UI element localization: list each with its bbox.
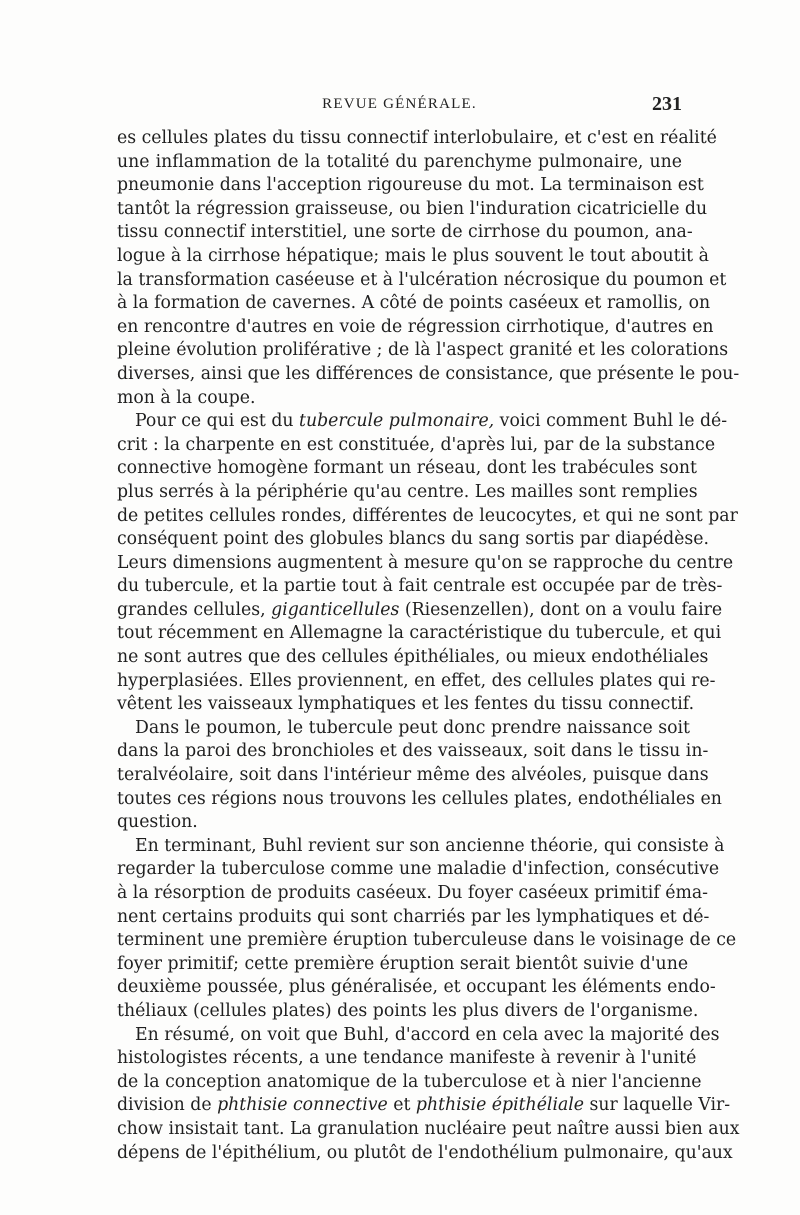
text-line: regarder la tuberculose comme une maladie d'infection, consécutive	[117, 859, 720, 880]
text-segment: voici comment Buhl le dé-	[494, 411, 728, 432]
running-head	[117, 93, 682, 120]
text-line: de petites cellules rondes, différentes de leucocytes, et qui ne sont par	[117, 505, 738, 526]
text-line: mon à la coupe.	[117, 387, 256, 408]
text-segment: division de	[117, 1095, 218, 1116]
paragraph	[117, 410, 738, 717]
text-line: dépens de l'épithélium, ou plutôt de l'endothélium pulmonaire, qu'aux	[117, 1142, 733, 1163]
page-number: 231	[652, 93, 682, 115]
paragraph	[117, 835, 737, 1024]
text-segment: sur laquelle Vir-	[584, 1095, 731, 1116]
text-line: foyer primitif; cette première éruption serait bientôt suivie d'une	[117, 953, 689, 974]
paragraph	[117, 717, 722, 835]
text-segment: Pour ce qui est du	[135, 411, 300, 432]
body-text	[117, 127, 740, 1165]
text-line: terminent une première éruption tuberculeuse dans le voisinage de ce	[117, 930, 737, 951]
text-line: En résumé, on voit que Buhl, d'accord en cela avec la majorité des	[135, 1024, 720, 1045]
text-line: histologistes récents, a une tendance manifeste à revenir à l'unité	[117, 1048, 697, 1069]
text-line: tout récemment en Allemagne la caractéristique du tubercule, et qui	[117, 623, 722, 644]
text-line: vêtent les vaisseaux lymphatiques et les fentes du tissu connectif.	[117, 694, 695, 715]
text-line: En terminant, Buhl revient sur son ancienne théorie, qui consiste à	[135, 835, 725, 856]
text-line: question.	[117, 812, 198, 833]
text-line: ne sont autres que des cellules épithéliales, ou mieux endothéliales	[117, 647, 709, 668]
italic-term: phthisie connective	[217, 1095, 388, 1116]
text-line: une inflammation de la totalité du parenchyme pulmonaire, une	[117, 151, 682, 172]
text-line: connective homogène formant un réseau, dont les trabécules sont	[117, 458, 697, 479]
text-line: teralvéolaire, soit dans l'intérieur même des alvéoles, puisque dans	[117, 765, 709, 786]
text-line: dans la paroi des bronchioles et des vaisseaux, soit dans le tissu in-	[117, 741, 709, 762]
text-line: conséquent point des globules blancs du sang sortis par diapédèse.	[117, 529, 709, 550]
text-line: Dans le poumon, le tubercule peut donc prendre naissance soit	[135, 717, 690, 738]
text-line: plus serrés à la périphérie qu'au centre. Les mailles sont remplies	[117, 481, 698, 502]
text-segment: (Riesenzellen), dont on a voulu faire	[399, 599, 723, 620]
text-line: à la résorption de produits caséeux. Du foyer caséeux primitif éma-	[117, 883, 708, 903]
italic-term: tubercule pulmonaire,	[299, 411, 495, 432]
text-line: nent certains produits qui sont charriés par les lymphatiques et dé-	[117, 906, 710, 927]
italic-term: phthisie épithéliale	[415, 1095, 585, 1116]
text-line: Leurs dimensions augmentent à mesure qu'on se rapproche du centre	[117, 552, 734, 573]
text-line: hyperplasiées. Elles proviennent, en effet, des cellules plates qui re-	[117, 670, 716, 691]
text-line: toutes ces régions nous trouvons les cellules plates, endothéliales en	[117, 788, 722, 809]
text-line: chow insistait tant. La granulation nucléaire peut naître aussi bien aux	[117, 1118, 740, 1139]
text-line	[117, 599, 723, 623]
paragraph	[117, 127, 740, 410]
text-line: en rencontre d'autres en voie de régression cirrhotique, d'autres en	[117, 316, 714, 337]
text-line: tissu connectif interstitiel, une sorte de cirrhose du poumon, ana-	[117, 222, 693, 243]
paragraph	[117, 1024, 740, 1166]
text-line: de la conception anatomique de la tuberculose et à nier l'ancienne	[117, 1071, 702, 1092]
text-line	[117, 1094, 731, 1118]
text-line: es cellules plates du tissu connectif interlobulaire, et c'est en réalité	[117, 128, 717, 148]
italic-term: giganticellules	[271, 599, 400, 620]
text-line: pleine évolution proliférative ; de là l'aspect granité et les colorations	[117, 340, 729, 361]
text-line: diverses, ainsi que les différences de consistance, que présente le pou-	[117, 363, 740, 384]
text-line: deuxième poussée, plus généralisée, et occupant les éléments endo-	[117, 977, 716, 998]
text-segment: et	[387, 1095, 416, 1116]
text-line: tantôt la régression graisseuse, ou bien l'induration cicatricielle du	[117, 198, 708, 219]
text-segment: grandes cellules,	[117, 599, 272, 620]
text-line: la transformation caséeuse et à l'ulcération nécrosique du poumon et	[117, 269, 727, 290]
text-line: théliaux (cellules plates) des points les plus divers de l'organisme.	[117, 1000, 699, 1021]
text-line: pneumonie dans l'acception rigoureuse du mot. La terminaison est	[117, 175, 704, 196]
running-title: REVUE GÉNÉRALE.	[322, 96, 477, 112]
text-line	[117, 410, 728, 434]
text-line: logue à la cirrhose hépatique; mais le plus souvent le tout aboutit à	[117, 245, 709, 266]
text-line: crit : la charpente en est constituée, d'après lui, par de la substance	[117, 434, 716, 455]
text-line: à la formation de cavernes. A côté de points caséeux et ramollis, on	[117, 293, 711, 314]
text-line: du tubercule, et la partie tout à fait centrale est occupée par de très-	[117, 576, 723, 597]
